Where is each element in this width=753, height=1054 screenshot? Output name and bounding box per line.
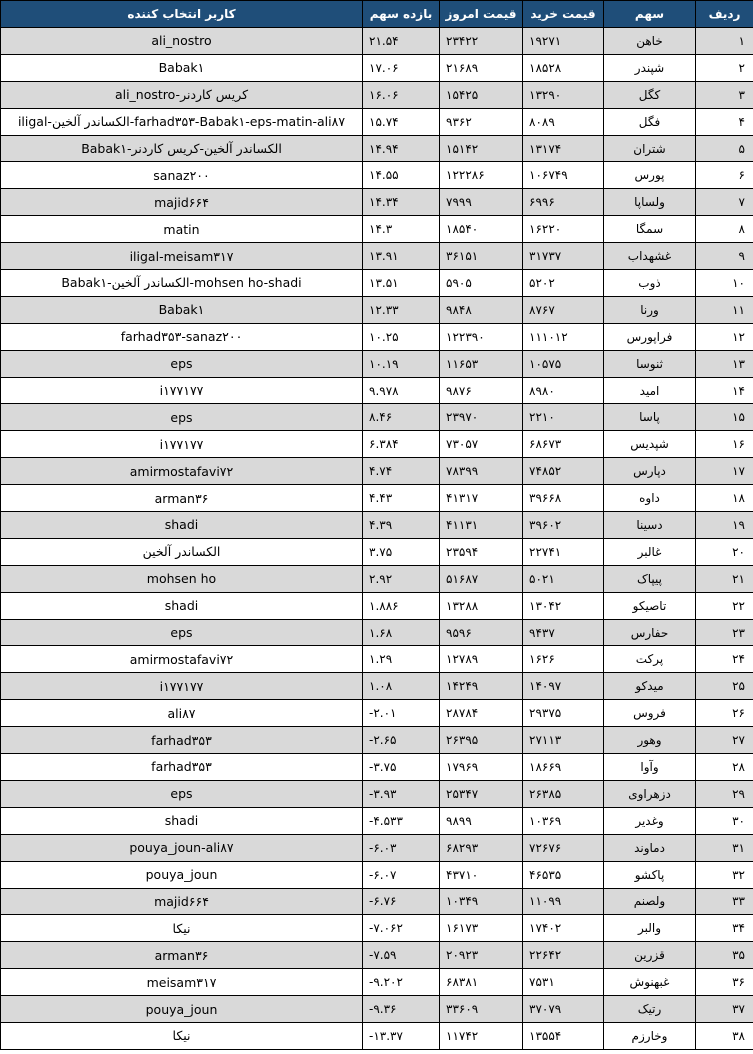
buy-price-cell: ۱۱۰۹۹ — [523, 888, 604, 915]
return-cell: -۷.۵۹ — [363, 942, 440, 969]
buy-price-cell: ۲۲۶۴۲ — [523, 942, 604, 969]
row-index-cell: ۱۲ — [696, 323, 753, 350]
return-cell: ۲۱.۵۴ — [363, 28, 440, 55]
buy-price-cell: ۱۷۴۰۲ — [523, 915, 604, 942]
row-index-cell: ۸ — [696, 216, 753, 243]
user-cell: arman۳۶ — [1, 485, 363, 512]
table-row — [1, 538, 753, 565]
row-index-cell: ۲۷ — [696, 727, 753, 754]
buy-price-cell: ۳۷۰۷۹ — [523, 996, 604, 1023]
stock-name-cell: پیپاک — [604, 565, 696, 592]
stock-name-cell: شپدیس — [604, 431, 696, 458]
row-index-cell: ۲۰ — [696, 538, 753, 565]
row-index-cell: ۱ — [696, 28, 753, 55]
buy-price-cell: ۵۰۲۱ — [523, 565, 604, 592]
buy-price-cell: ۱۴۰۹۷ — [523, 673, 604, 700]
stock-name-cell: دپارس — [604, 458, 696, 485]
row-index-cell: ۳۲ — [696, 861, 753, 888]
return-cell: ۹.۹۷۸ — [363, 377, 440, 404]
return-cell: -۹.۲۰۲ — [363, 969, 440, 996]
row-index-cell: ۵ — [696, 135, 753, 162]
stock-name-cell: پاسا — [604, 404, 696, 431]
row-index-cell: ۱۴ — [696, 377, 753, 404]
row-index-cell: ۳۵ — [696, 942, 753, 969]
today-price-cell: ۱۵۴۲۵ — [440, 81, 523, 108]
return-cell: ۴.۴۳ — [363, 485, 440, 512]
user-cell: farhad۳۵۳ — [1, 727, 363, 754]
buy-price-cell: ۱۶۲۶ — [523, 646, 604, 673]
table-row — [1, 54, 753, 81]
return-cell: -۶.۷۶ — [363, 888, 440, 915]
user-cell: shadi — [1, 592, 363, 619]
row-index-cell: ۶ — [696, 162, 753, 189]
buy-price-cell: ۶۸۶۷۳ — [523, 431, 604, 458]
user-cell: arman۳۶ — [1, 942, 363, 969]
row-index-cell: ۱۹ — [696, 512, 753, 539]
today-price-cell: ۲۳۵۹۴ — [440, 538, 523, 565]
stock-name-cell: وغدیر — [604, 807, 696, 834]
return-cell: -۲.۰۱ — [363, 700, 440, 727]
stock-name-cell: وخارزم — [604, 1022, 696, 1049]
buy-price-cell: ۴۶۵۳۵ — [523, 861, 604, 888]
buy-price-cell: ۸۹۸۰ — [523, 377, 604, 404]
stock-name-cell: دزهراوی — [604, 780, 696, 807]
buy-price-cell: ۱۹۲۷۱ — [523, 28, 604, 55]
table-row — [1, 807, 753, 834]
stock-name-cell: کگل — [604, 81, 696, 108]
today-price-cell: ۲۰۹۲۳ — [440, 942, 523, 969]
buy-price-cell: ۸۰۸۹ — [523, 108, 604, 135]
table-row — [1, 969, 753, 996]
user-cell: farhad۳۵۳ — [1, 754, 363, 781]
today-price-cell: ۱۵۱۴۲ — [440, 135, 523, 162]
row-index-cell: ۱۸ — [696, 485, 753, 512]
row-index-cell: ۳۱ — [696, 834, 753, 861]
return-cell: ۴.۳۹ — [363, 512, 440, 539]
row-index-cell: ۷ — [696, 189, 753, 216]
user-cell: ali_nostro — [1, 28, 363, 55]
row-index-cell: ۳۰ — [696, 807, 753, 834]
today-price-cell: ۳۳۶۰۹ — [440, 996, 523, 1023]
return-cell: ۱۲.۳۳ — [363, 296, 440, 323]
table-row — [1, 216, 753, 243]
table-row — [1, 565, 753, 592]
stock-name-cell: پاکشو — [604, 861, 696, 888]
today-price-cell: ۲۸۷۸۴ — [440, 700, 523, 727]
header-index: ردیف — [696, 1, 753, 28]
user-cell: eps — [1, 350, 363, 377]
return-cell: -۶.۰۳ — [363, 834, 440, 861]
today-price-cell: ۷۳۰۵۷ — [440, 431, 523, 458]
today-price-cell: ۹۸۷۶ — [440, 377, 523, 404]
buy-price-cell: ۱۳۲۹۰ — [523, 81, 604, 108]
return-cell: ۱.۸۸۶ — [363, 592, 440, 619]
table-row — [1, 404, 753, 431]
row-index-cell: ۳۶ — [696, 969, 753, 996]
return-cell: -۳.۹۳ — [363, 780, 440, 807]
user-cell: Babak۱ — [1, 296, 363, 323]
stock-name-cell: قزرین — [604, 942, 696, 969]
return-cell: ۱۵.۷۴ — [363, 108, 440, 135]
stock-name-cell: ثنوسا — [604, 350, 696, 377]
return-cell: ۱۴.۳ — [363, 216, 440, 243]
user-cell: ali۸۷ — [1, 700, 363, 727]
user-cell: meisam۳۱۷ — [1, 969, 363, 996]
stock-name-cell: غبهنوش — [604, 969, 696, 996]
user-cell: majid۶۶۴ — [1, 189, 363, 216]
today-price-cell: ۴۱۳۱۷ — [440, 485, 523, 512]
return-cell: ۱۰.۱۹ — [363, 350, 440, 377]
today-price-cell: ۱۶۱۷۳ — [440, 915, 523, 942]
buy-price-cell: ۶۹۹۶ — [523, 189, 604, 216]
stock-name-cell: غشهداب — [604, 243, 696, 270]
table-row — [1, 296, 753, 323]
buy-price-cell: ۸۷۶۷ — [523, 296, 604, 323]
user-cell: نیکا — [1, 1022, 363, 1049]
table-row — [1, 81, 753, 108]
stock-name-cell: وهور — [604, 727, 696, 754]
buy-price-cell: ۲۶۳۸۵ — [523, 780, 604, 807]
buy-price-cell: ۲۷۱۱۳ — [523, 727, 604, 754]
stock-name-cell: امید — [604, 377, 696, 404]
today-price-cell: ۲۵۳۴۷ — [440, 780, 523, 807]
user-cell: shadi — [1, 807, 363, 834]
row-index-cell: ۳۷ — [696, 996, 753, 1023]
today-price-cell: ۶۸۳۸۱ — [440, 969, 523, 996]
today-price-cell: ۵۹۰۵ — [440, 270, 523, 297]
table-header-row — [1, 1, 753, 28]
buy-price-cell: ۱۸۵۲۸ — [523, 54, 604, 81]
table-row — [1, 888, 753, 915]
user-cell: Babak۱-الکساندر آلخین-کریس کاردنر — [1, 135, 363, 162]
user-cell: shadi — [1, 512, 363, 539]
user-cell: matin — [1, 216, 363, 243]
table-row — [1, 619, 753, 646]
table-row — [1, 700, 753, 727]
row-index-cell: ۲۱ — [696, 565, 753, 592]
today-price-cell: ۲۱۶۸۹ — [440, 54, 523, 81]
user-cell: i۱۷۷۱۷۷ — [1, 377, 363, 404]
buy-price-cell: ۱۱۱۰۱۲ — [523, 323, 604, 350]
today-price-cell: ۱۷۹۶۹ — [440, 754, 523, 781]
header-today-price: قیمت امروز — [440, 1, 523, 28]
buy-price-cell: ۱۸۶۶۹ — [523, 754, 604, 781]
buy-price-cell: ۱۶۲۲۰ — [523, 216, 604, 243]
buy-price-cell: ۲۹۳۷۵ — [523, 700, 604, 727]
today-price-cell: ۶۸۲۹۳ — [440, 834, 523, 861]
today-price-cell: ۲۶۳۹۵ — [440, 727, 523, 754]
today-price-cell: ۲۳۹۷۰ — [440, 404, 523, 431]
table-row — [1, 458, 753, 485]
stock-name-cell: داوه — [604, 485, 696, 512]
user-cell: amirmostafavi۷۲ — [1, 646, 363, 673]
row-index-cell: ۲۲ — [696, 592, 753, 619]
user-cell: الکساندر آلخین — [1, 538, 363, 565]
row-index-cell: ۳۴ — [696, 915, 753, 942]
return-cell: ۱۴.۵۵ — [363, 162, 440, 189]
table-row — [1, 270, 753, 297]
user-cell: farhad۳۵۳-sanaz۲۰۰ — [1, 323, 363, 350]
today-price-cell: ۹۸۴۸ — [440, 296, 523, 323]
table-row — [1, 1022, 753, 1049]
row-index-cell: ۱۷ — [696, 458, 753, 485]
today-price-cell: ۹۸۹۹ — [440, 807, 523, 834]
table-row — [1, 512, 753, 539]
user-cell: pouya_joun — [1, 861, 363, 888]
row-index-cell: ۲۴ — [696, 646, 753, 673]
user-cell: Babak۱-الکساندر آلخین-mohsen ho-shadi — [1, 270, 363, 297]
table-row — [1, 350, 753, 377]
header-user: کاربر انتخاب کننده — [1, 1, 363, 28]
row-index-cell: ۳۸ — [696, 1022, 753, 1049]
stock-name-cell: والبر — [604, 915, 696, 942]
today-price-cell: ۹۵۹۶ — [440, 619, 523, 646]
user-cell: ali_nostro-کریس کاردنر — [1, 81, 363, 108]
return-cell: ۱۳.۹۱ — [363, 243, 440, 270]
table-row — [1, 754, 753, 781]
buy-price-cell: ۱۰۵۷۵ — [523, 350, 604, 377]
table-row — [1, 780, 753, 807]
user-cell: mohsen ho — [1, 565, 363, 592]
buy-price-cell: ۷۲۶۷۶ — [523, 834, 604, 861]
return-cell: ۱۷.۰۶ — [363, 54, 440, 81]
stock-name-cell: تاصیکو — [604, 592, 696, 619]
buy-price-cell: ۳۱۷۳۷ — [523, 243, 604, 270]
table-row — [1, 861, 753, 888]
row-index-cell: ۲۵ — [696, 673, 753, 700]
return-cell: ۶.۳۸۴ — [363, 431, 440, 458]
header-buy-price: قیمت خرید — [523, 1, 604, 28]
row-index-cell: ۲۶ — [696, 700, 753, 727]
buy-price-cell: ۱۰۳۶۹ — [523, 807, 604, 834]
user-cell: iligal-meisam۳۱۷ — [1, 243, 363, 270]
user-cell: eps — [1, 619, 363, 646]
return-cell: ۸.۴۶ — [363, 404, 440, 431]
return-cell: -۳.۷۵ — [363, 754, 440, 781]
buy-price-cell: ۹۴۳۷ — [523, 619, 604, 646]
table-row — [1, 834, 753, 861]
stock-name-cell: غالبر — [604, 538, 696, 565]
stock-name-cell: ولساپا — [604, 189, 696, 216]
return-cell: ۱۰.۲۵ — [363, 323, 440, 350]
stock-name-cell: دسینا — [604, 512, 696, 539]
row-index-cell: ۱۰ — [696, 270, 753, 297]
today-price-cell: ۹۳۶۲ — [440, 108, 523, 135]
user-cell: majid۶۶۴ — [1, 888, 363, 915]
row-index-cell: ۱۳ — [696, 350, 753, 377]
stock-name-cell: وآوا — [604, 754, 696, 781]
today-price-cell: ۵۱۶۸۷ — [440, 565, 523, 592]
buy-price-cell: ۳۹۶۶۸ — [523, 485, 604, 512]
return-cell: ۱۴.۹۴ — [363, 135, 440, 162]
row-index-cell: ۹ — [696, 243, 753, 270]
table-row — [1, 727, 753, 754]
return-cell: ۱۶.۰۶ — [363, 81, 440, 108]
table-row — [1, 485, 753, 512]
row-index-cell: ۱۶ — [696, 431, 753, 458]
today-price-cell: ۱۱۶۵۳ — [440, 350, 523, 377]
stock-name-cell: رتیک — [604, 996, 696, 1023]
table-row — [1, 28, 753, 55]
table-row — [1, 431, 753, 458]
stock-name-cell: شپندر — [604, 54, 696, 81]
stock-name-cell: پرکت — [604, 646, 696, 673]
today-price-cell: ۴۳۷۱۰ — [440, 861, 523, 888]
table-row — [1, 592, 753, 619]
return-cell: -۲.۶۵ — [363, 727, 440, 754]
today-price-cell: ۱۰۳۴۹ — [440, 888, 523, 915]
buy-price-cell: ۱۰۶۷۴۹ — [523, 162, 604, 189]
today-price-cell: ۱۴۲۴۹ — [440, 673, 523, 700]
today-price-cell: ۳۶۱۵۱ — [440, 243, 523, 270]
user-cell: pouya_joun — [1, 996, 363, 1023]
stock-name-cell: فگل — [604, 108, 696, 135]
stock-name-cell: میدکو — [604, 673, 696, 700]
user-cell: eps — [1, 404, 363, 431]
user-cell: amirmostafavi۷۲ — [1, 458, 363, 485]
stock-name-cell: ورنا — [604, 296, 696, 323]
table-row — [1, 323, 753, 350]
row-index-cell: ۱۵ — [696, 404, 753, 431]
table-row — [1, 915, 753, 942]
header-return: بازده سهم — [363, 1, 440, 28]
today-price-cell: ۱۲۲۲۸۶ — [440, 162, 523, 189]
today-price-cell: ۱۲۷۸۹ — [440, 646, 523, 673]
row-index-cell: ۲۳ — [696, 619, 753, 646]
today-price-cell: ۴۱۱۳۱ — [440, 512, 523, 539]
table-row — [1, 377, 753, 404]
row-index-cell: ۳۳ — [696, 888, 753, 915]
user-cell: pouya_joun-ali۸۷ — [1, 834, 363, 861]
table-row — [1, 942, 753, 969]
buy-price-cell: ۱۳۵۵۴ — [523, 1022, 604, 1049]
user-cell: نیکا — [1, 915, 363, 942]
buy-price-cell: ۳۹۶۰۲ — [523, 512, 604, 539]
stock-name-cell: ولصنم — [604, 888, 696, 915]
row-index-cell: ۲ — [696, 54, 753, 81]
stock-name-cell: حفارس — [604, 619, 696, 646]
buy-price-cell: ۷۴۸۵۲ — [523, 458, 604, 485]
row-index-cell: ۴ — [696, 108, 753, 135]
user-cell: i۱۷۷۱۷۷ — [1, 673, 363, 700]
stock-name-cell: خاهن — [604, 28, 696, 55]
return-cell: -۱۳.۳۷ — [363, 1022, 440, 1049]
header-stock: سهم — [604, 1, 696, 28]
today-price-cell: ۲۳۴۲۲ — [440, 28, 523, 55]
return-cell: ۴.۷۴ — [363, 458, 440, 485]
buy-price-cell: ۱۳۱۷۴ — [523, 135, 604, 162]
table-row — [1, 996, 753, 1023]
table-row — [1, 135, 753, 162]
stock-name-cell: شتران — [604, 135, 696, 162]
buy-price-cell: ۵۲۰۲ — [523, 270, 604, 297]
today-price-cell: ۱۳۲۸۸ — [440, 592, 523, 619]
return-cell: ۱۴.۳۴ — [363, 189, 440, 216]
row-index-cell: ۳ — [696, 81, 753, 108]
table-row — [1, 646, 753, 673]
return-cell: ۱.۰۸ — [363, 673, 440, 700]
stock-name-cell: دماوند — [604, 834, 696, 861]
table-row — [1, 108, 753, 135]
stock-name-cell: سمگا — [604, 216, 696, 243]
stock-name-cell: فروس — [604, 700, 696, 727]
user-cell: sanaz۲۰۰ — [1, 162, 363, 189]
table-row — [1, 243, 753, 270]
buy-price-cell: ۱۳۰۴۲ — [523, 592, 604, 619]
today-price-cell: ۱۲۲۳۹۰ — [440, 323, 523, 350]
stock-name-cell: ذوب — [604, 270, 696, 297]
today-price-cell: ۷۸۳۹۹ — [440, 458, 523, 485]
return-cell: ۲.۹۲ — [363, 565, 440, 592]
return-cell: ۱۳.۵۱ — [363, 270, 440, 297]
user-cell: Babak۱ — [1, 54, 363, 81]
buy-price-cell: ۷۵۳۱ — [523, 969, 604, 996]
user-cell: i۱۷۷۱۷۷ — [1, 431, 363, 458]
today-price-cell: ۷۹۹۹ — [440, 189, 523, 216]
return-cell: ۱.۶۸ — [363, 619, 440, 646]
user-cell: eps — [1, 780, 363, 807]
table-row — [1, 189, 753, 216]
return-cell: ۳.۷۵ — [363, 538, 440, 565]
table-row — [1, 162, 753, 189]
return-cell: -۴.۵۳۳ — [363, 807, 440, 834]
stock-name-cell: فراپورس — [604, 323, 696, 350]
user-cell: iligal-الکساندر آلخین-farhad۳۵۳-Babak۱-eps-matin-ali۸۷ — [1, 108, 363, 135]
row-index-cell: ۱۱ — [696, 296, 753, 323]
row-index-cell: ۲۸ — [696, 754, 753, 781]
row-index-cell: ۲۹ — [696, 780, 753, 807]
table-row — [1, 673, 753, 700]
return-cell: -۷.۰۶۲ — [363, 915, 440, 942]
return-cell: ۱.۲۹ — [363, 646, 440, 673]
today-price-cell: ۱۸۵۴۰ — [440, 216, 523, 243]
return-cell: -۶.۰۷ — [363, 861, 440, 888]
return-cell: -۹.۳۶ — [363, 996, 440, 1023]
today-price-cell: ۱۱۷۴۲ — [440, 1022, 523, 1049]
buy-price-cell: ۲۲۷۴۱ — [523, 538, 604, 565]
stock-name-cell: پورس — [604, 162, 696, 189]
buy-price-cell: ۲۲۱۰ — [523, 404, 604, 431]
table-body — [1, 28, 753, 1050]
